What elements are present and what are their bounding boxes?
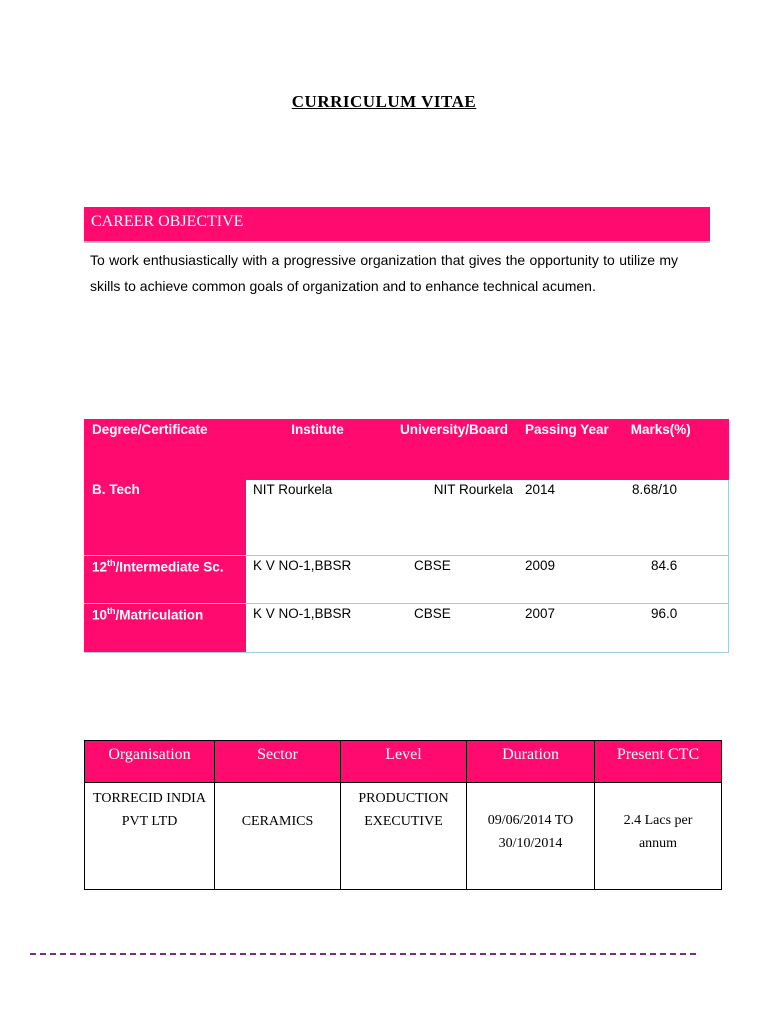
- degree-cell: [84, 555, 246, 603]
- duration-line: 30/10/2014: [498, 836, 563, 851]
- degree-superscript: th: [107, 605, 116, 616]
- institute-cell: K V NO-1,BBSR: [246, 555, 389, 603]
- header-board: University/Board: [389, 419, 519, 480]
- marks-cell: 84.6: [613, 555, 729, 603]
- year-cell: 2009: [519, 555, 613, 603]
- work-header-row: [85, 741, 722, 783]
- board-cell: CBSE: [389, 555, 519, 603]
- board-cell: NIT Rourkela: [389, 480, 519, 555]
- level-cell: [341, 783, 467, 890]
- level-line: EXECUTIVE: [364, 814, 443, 829]
- institute-cell: NIT Rourkela: [246, 480, 389, 555]
- year-cell: 2014: [519, 480, 613, 555]
- degree-name: /Intermediate Sc.: [115, 559, 224, 574]
- degree-name: B. Tech: [92, 482, 140, 497]
- ctc-line: 2.4 Lacs per: [623, 813, 693, 828]
- table-row: [84, 555, 729, 603]
- degree-number: 12: [92, 559, 108, 574]
- ctc-cell: [595, 783, 722, 890]
- career-objective-text: To work enthusiastically with a progressive organization that gives the opportunity to utilize my skills to achieve common goals of organization and to enhance technical acumen.: [90, 252, 678, 294]
- education-table: [84, 419, 729, 653]
- header-degree: Degree/Certificate: [84, 419, 246, 480]
- degree-superscript: th: [107, 557, 116, 568]
- organisation-line: TORRECID INDIA: [93, 791, 206, 806]
- work-experience-table: [84, 740, 722, 890]
- education-header-row: [84, 419, 729, 480]
- header-marks: Marks(%): [613, 419, 729, 480]
- header-duration: Duration: [467, 741, 595, 783]
- level-line: PRODUCTION: [358, 791, 449, 806]
- table-row: [85, 783, 722, 890]
- degree-number: 10: [92, 607, 108, 622]
- header-sector: Sector: [215, 741, 341, 783]
- organisation-cell: [85, 783, 215, 890]
- marks-cell: 8.68/10: [613, 480, 729, 555]
- duration-line: 09/06/2014 TO: [487, 813, 574, 828]
- header-year: Passing Year: [519, 419, 613, 480]
- board-cell: CBSE: [389, 603, 519, 652]
- table-row: [84, 480, 729, 555]
- career-objective-header: [84, 207, 710, 243]
- duration-cell: [467, 783, 595, 890]
- degree-name: /Matriculation: [115, 607, 204, 622]
- year-cell: 2007: [519, 603, 613, 652]
- ctc-line: annum: [638, 836, 678, 851]
- career-objective-heading: CAREER OBJECTIVE: [91, 213, 244, 230]
- header-institute: Institute: [246, 419, 389, 480]
- organisation-line: PVT LTD: [121, 814, 178, 829]
- marks-cell: 96.0: [613, 603, 729, 652]
- sector-cell: CERAMICS: [215, 783, 341, 890]
- degree-cell: [84, 603, 246, 652]
- institute-cell: K V NO-1,BBSR: [246, 603, 389, 652]
- degree-cell: [84, 480, 246, 555]
- header-ctc: Present CTC: [595, 741, 722, 783]
- table-row: [84, 603, 729, 652]
- header-level: Level: [341, 741, 467, 783]
- page-title: CURRICULUM VITAE: [291, 92, 477, 111]
- header-organisation: Organisation: [85, 741, 215, 783]
- dashed-divider: [30, 953, 696, 955]
